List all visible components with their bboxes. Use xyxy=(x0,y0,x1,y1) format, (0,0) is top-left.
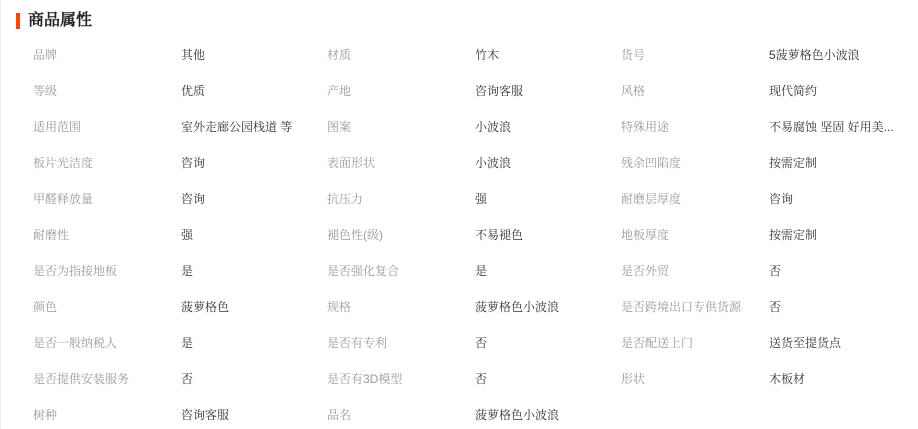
attribute-value: 小波浪 xyxy=(475,119,512,134)
attribute-value: 菠萝格色小波浪 xyxy=(475,299,560,314)
attribute-value: 现代简约 xyxy=(769,83,818,98)
attribute-label: 等级 xyxy=(33,83,58,98)
attribute-label: 耐磨性 xyxy=(33,227,70,242)
attribute-label: 树种 xyxy=(33,407,58,422)
attribute-item xyxy=(621,36,918,72)
attribute-item xyxy=(621,216,918,252)
attribute-item xyxy=(33,108,327,144)
attribute-item xyxy=(33,72,327,108)
attribute-label: 是否跨境出口专供货源 xyxy=(621,299,742,314)
attribute-label: 残余凹陷度 xyxy=(621,155,682,170)
attribute-label: 形状 xyxy=(621,371,646,386)
attribute-value: 优质 xyxy=(181,83,206,98)
attribute-label: 品牌 xyxy=(33,47,58,62)
attribute-label: 地板厚度 xyxy=(621,227,670,242)
attribute-item xyxy=(621,144,918,180)
attribute-label: 品名 xyxy=(327,407,352,422)
attribute-value: 不易褪色 xyxy=(475,227,524,242)
attribute-label: 货号 xyxy=(621,47,646,62)
attribute-item xyxy=(327,180,621,216)
attribute-value: 是 xyxy=(181,263,194,278)
attribute-value: 否 xyxy=(769,263,782,278)
section-title: 商品属性 xyxy=(28,12,93,29)
attribute-item xyxy=(327,72,621,108)
attribute-label: 是否有3D模型 xyxy=(327,371,403,386)
attribute-item xyxy=(33,288,327,324)
attribute-value: 按需定制 xyxy=(769,155,818,170)
attribute-value: 强 xyxy=(181,227,194,242)
attribute-value: 咨询 xyxy=(181,155,206,170)
attribute-item xyxy=(33,324,327,360)
attribute-value: 送货至提货点 xyxy=(769,335,842,350)
attribute-label: 图案 xyxy=(327,119,352,134)
attribute-label: 耐磨层厚度 xyxy=(621,191,682,206)
attribute-item xyxy=(33,144,327,180)
attribute-label: 颜色 xyxy=(33,299,58,314)
attribute-value: 否 xyxy=(475,335,488,350)
attribute-value: 是 xyxy=(475,263,488,278)
attribute-item xyxy=(327,288,621,324)
attribute-value: 咨询 xyxy=(181,191,206,206)
attribute-value: 是 xyxy=(181,335,194,350)
attribute-value: 咨询客服 xyxy=(475,83,524,98)
attribute-label: 是否为指接地板 xyxy=(33,263,118,278)
attribute-value: 木板材 xyxy=(769,371,806,386)
attribute-value: 咨询客服 xyxy=(181,407,230,422)
attribute-value: 咨询 xyxy=(769,191,794,206)
attribute-item xyxy=(621,180,918,216)
attribute-item xyxy=(327,36,621,72)
attribute-item xyxy=(327,360,621,396)
attribute-item xyxy=(327,144,621,180)
attribute-value: 竹木 xyxy=(475,47,500,62)
attribute-value: 菠萝格色小波浪 xyxy=(475,407,560,422)
attribute-value: 不易腐蚀 坚固 好用美... xyxy=(769,119,894,134)
attribute-label: 是否有专利 xyxy=(327,335,388,350)
attribute-value: 室外走廊公园栈道 等 xyxy=(181,119,293,134)
attribute-item xyxy=(621,324,918,360)
attribute-label: 是否外贸 xyxy=(621,263,670,278)
attribute-item xyxy=(327,324,621,360)
attribute-label: 抗压力 xyxy=(327,191,364,206)
attribute-item xyxy=(621,108,918,144)
attributes-grid xyxy=(1,36,918,429)
attribute-label: 褪色性(级) xyxy=(327,227,383,242)
attribute-item xyxy=(327,108,621,144)
attribute-label: 风格 xyxy=(621,83,646,98)
section-header xyxy=(1,0,918,33)
attribute-item xyxy=(621,252,918,288)
attribute-label: 甲醛释放量 xyxy=(33,191,94,206)
attribute-label: 板片光洁度 xyxy=(33,155,94,170)
attribute-value: 小波浪 xyxy=(475,155,512,170)
attribute-item xyxy=(33,216,327,252)
attribute-value: 按需定制 xyxy=(769,227,818,242)
attribute-item xyxy=(33,252,327,288)
attribute-label: 产地 xyxy=(327,83,352,98)
attribute-value: 强 xyxy=(475,191,488,206)
attribute-item xyxy=(327,216,621,252)
attribute-value: 其他 xyxy=(181,47,206,62)
attribute-label: 材质 xyxy=(327,47,352,62)
attribute-item xyxy=(621,72,918,108)
attribute-value: 否 xyxy=(475,371,488,386)
attribute-label: 适用范围 xyxy=(33,119,82,134)
attribute-label: 是否强化复合 xyxy=(327,263,400,278)
attribute-item xyxy=(327,396,621,429)
section-accent-bar-icon xyxy=(16,13,20,29)
attribute-item xyxy=(33,360,327,396)
attribute-label: 表面形状 xyxy=(327,155,376,170)
attribute-label: 是否提供安装服务 xyxy=(33,371,130,386)
attribute-item xyxy=(33,180,327,216)
attribute-item xyxy=(33,396,327,429)
attribute-label: 规格 xyxy=(327,299,352,314)
attribute-item xyxy=(621,360,918,396)
attribute-value: 否 xyxy=(181,371,194,386)
attribute-value: 菠萝格色 xyxy=(181,299,230,314)
attribute-label: 是否配送上门 xyxy=(621,335,694,350)
attribute-value: 5菠萝格色小波浪 xyxy=(769,47,860,62)
attribute-item xyxy=(33,36,327,72)
attribute-label: 是否一般纳税人 xyxy=(33,335,118,350)
attribute-item xyxy=(327,252,621,288)
attribute-label: 特殊用途 xyxy=(621,119,670,134)
attribute-value: 否 xyxy=(769,299,782,314)
attribute-item xyxy=(621,288,918,324)
